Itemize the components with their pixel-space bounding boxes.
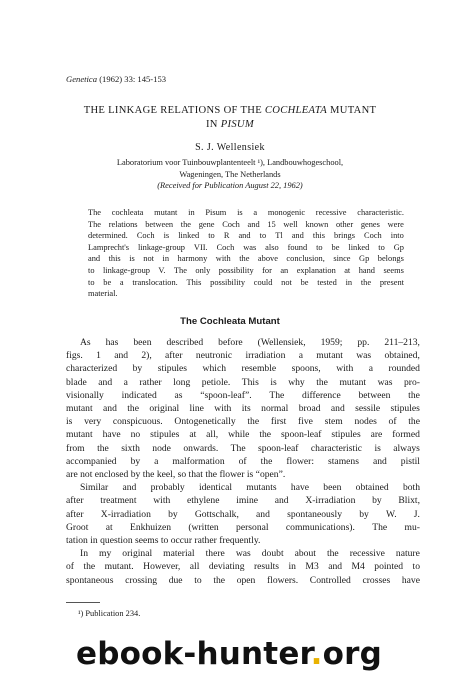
text-line: determined. Coch is linked to R and to Tl and this brings Coch into (88, 231, 404, 241)
text-line: of the mutant. However, all deviating results in M3 and M4 pointed to (66, 561, 420, 573)
text-line: and this is not in harmony with the above conclusion, since Gp belongs (88, 254, 404, 264)
journal-citation (66, 74, 166, 84)
text-line: blade and a rather long petiole. This is why the mutant was pro- (66, 376, 420, 388)
text-line: As has been described before (Wellensiek, 1959; pp. 211–213, (80, 337, 420, 348)
abstract (88, 207, 404, 300)
text-line: visionally indicated as “spoon-leaf”. The difference between the (66, 389, 420, 401)
journal-pages: 145-153 (137, 74, 167, 84)
text-line: after treatment with ethylene imine and X-irradiation by Blixt, (66, 495, 420, 507)
body-text (66, 336, 420, 587)
footnote: ¹) Publication 234. (78, 609, 141, 618)
text-line: Similar and probably identical mutants have been obtained both (80, 482, 420, 494)
affiliation-line-2: Wageningen, The Netherlands (179, 169, 281, 179)
text-line: Lamprecht's linkage-group VII. Coch was also found to be linked to Gp (88, 242, 404, 252)
text-line: mutant have no stipules at all, while the spoon-leaf stipules are formed (66, 429, 420, 441)
text-line: tation in question seems to occur rather frequently. (66, 535, 261, 547)
section-heading: The Cochleata Mutant (180, 316, 280, 327)
text-line: from the sixth node onwards. The spoon-leaf characteristic is always (66, 442, 420, 454)
journal-year: (1962) (99, 74, 123, 84)
text-line: figs. 1 and 2), after neutronic irradiation a mutant was obtained, (66, 350, 420, 362)
text-line: after X-irradiation by Gottschalk, and spontaneously by W. J. (66, 508, 420, 520)
text-line: to be a translocation. This possibility could not be tested in the present (88, 277, 404, 287)
footnote-rule (66, 602, 100, 603)
text-line: Groot at Enkhuizen (written personal communications). The mu- (66, 521, 420, 533)
text-line: are not enclosed by the keel, so that the flower is “open”. (66, 469, 286, 481)
affiliation (40, 157, 420, 192)
author-name: S. J. Wellensiek (195, 142, 265, 153)
journal-volume: 33: (124, 74, 136, 84)
text-line: to linkage-group V. The only possibility for an explanation at hand seems (88, 265, 404, 275)
text-line: is very conspicuous. Ontogenetically the first five stem nodes of the (66, 416, 420, 428)
article-title (40, 104, 420, 132)
watermark-logo: ebook-hunter.org (75, 636, 382, 672)
title-line-1: THE LINKAGE RELATIONS OF THE COCHLEATA MUTANT (83, 105, 377, 116)
text-line: mutant and the original line with its normal broad and sessile stipules (66, 403, 420, 415)
text-line: In my original material there was doubt about the recessive nature (80, 548, 420, 560)
received-date: (Received for Publication August 22, 1962) (157, 181, 303, 191)
journal-name: Genetica (66, 74, 98, 84)
text-line: spontaneous crossing due to the open flowers. Controlled crosses have (66, 574, 420, 586)
text-line: The cochleata mutant in Pisum is a monogenic recessive characteristic. (88, 208, 404, 217)
text-line: The relations between the gene Coch and 15 well known other genes were (88, 219, 404, 229)
text-line: accompanied by a malformation of the flower: stamens and pistil (66, 455, 420, 467)
text-line: material. (88, 289, 118, 299)
text-line: characterized by stipules which resemble spoons, with a rounded (66, 363, 420, 375)
title-line-2: IN PISUM (205, 119, 254, 130)
affiliation-line-1: Laboratorium voor Tuinbouwplantenteelt ¹), Landbouwhogeschool, (116, 158, 344, 167)
